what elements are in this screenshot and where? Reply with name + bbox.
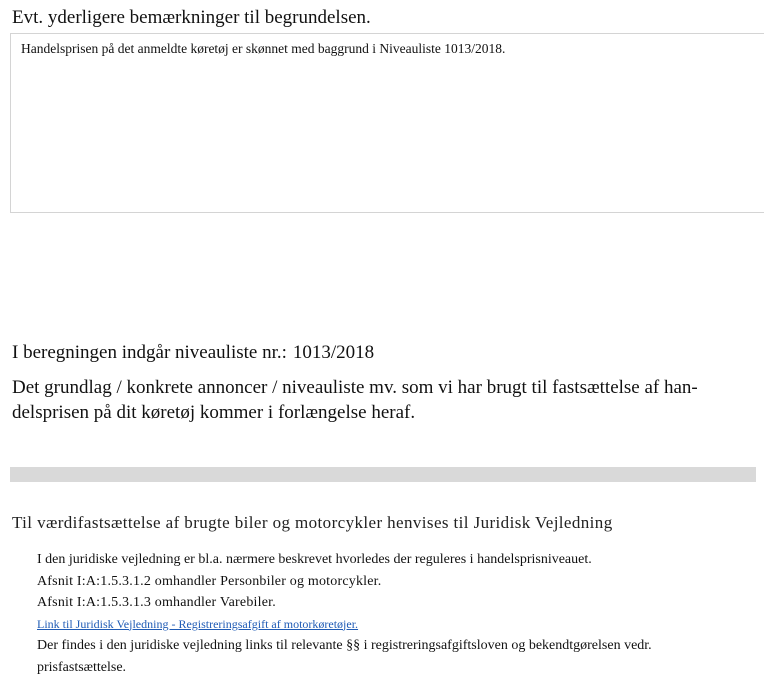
basis-line-1: Det grundlag / konkrete annoncer / niveauliste mv. som vi har brugt til fastsættelse af han-	[12, 377, 698, 398]
niveauliste-label: I beregningen indgår niveauliste nr.:	[12, 342, 287, 363]
legal-item-1: I den juridiske vejledning er bl.a. nærmere beskrevet hvorledes der reguleres i handelsprisniveauet.	[37, 552, 592, 567]
niveauliste-number: 1013/2018	[292, 342, 375, 363]
remarks-text: Handelsprisen på det anmeldte køretøj er skønnet med baggrund i Niveauliste 1013/2018.	[21, 41, 506, 56]
legal-item-3: Afsnit I:A:1.5.3.1.3 omhandler Varebiler.	[37, 595, 276, 610]
legal-guidance-list	[37, 549, 757, 678]
legal-note-line-2: prisfastsættelse.	[37, 659, 127, 675]
niveauliste-line	[12, 340, 374, 366]
basis-paragraph	[12, 375, 752, 425]
remarks-heading: Evt. yderligere bemærkninger til begrundelsen.	[12, 7, 371, 28]
section-divider	[10, 467, 756, 482]
remarks-textarea[interactable]	[10, 33, 764, 213]
juridisk-vejledning-link[interactable]: Link til Juridisk Vejledning - Registreringsafgift af motorkøretøjer.	[37, 616, 359, 631]
basis-line-2: delsprisen på dit køretøj kommer i forlængelse heraf.	[12, 402, 416, 423]
legal-note-line-1: Der findes i den juridiske vejledning links til relevante §§ i registreringsafgiftsloven og bekendtgørelsen vedr.	[37, 638, 652, 653]
legal-heading: Til værdifastsættelse af brugte biler og motorcykler henvises til Juridisk Vejledning	[12, 513, 613, 532]
legal-item-2: Afsnit I:A:1.5.3.1.2 omhandler Personbiler og motorcykler.	[37, 573, 382, 589]
